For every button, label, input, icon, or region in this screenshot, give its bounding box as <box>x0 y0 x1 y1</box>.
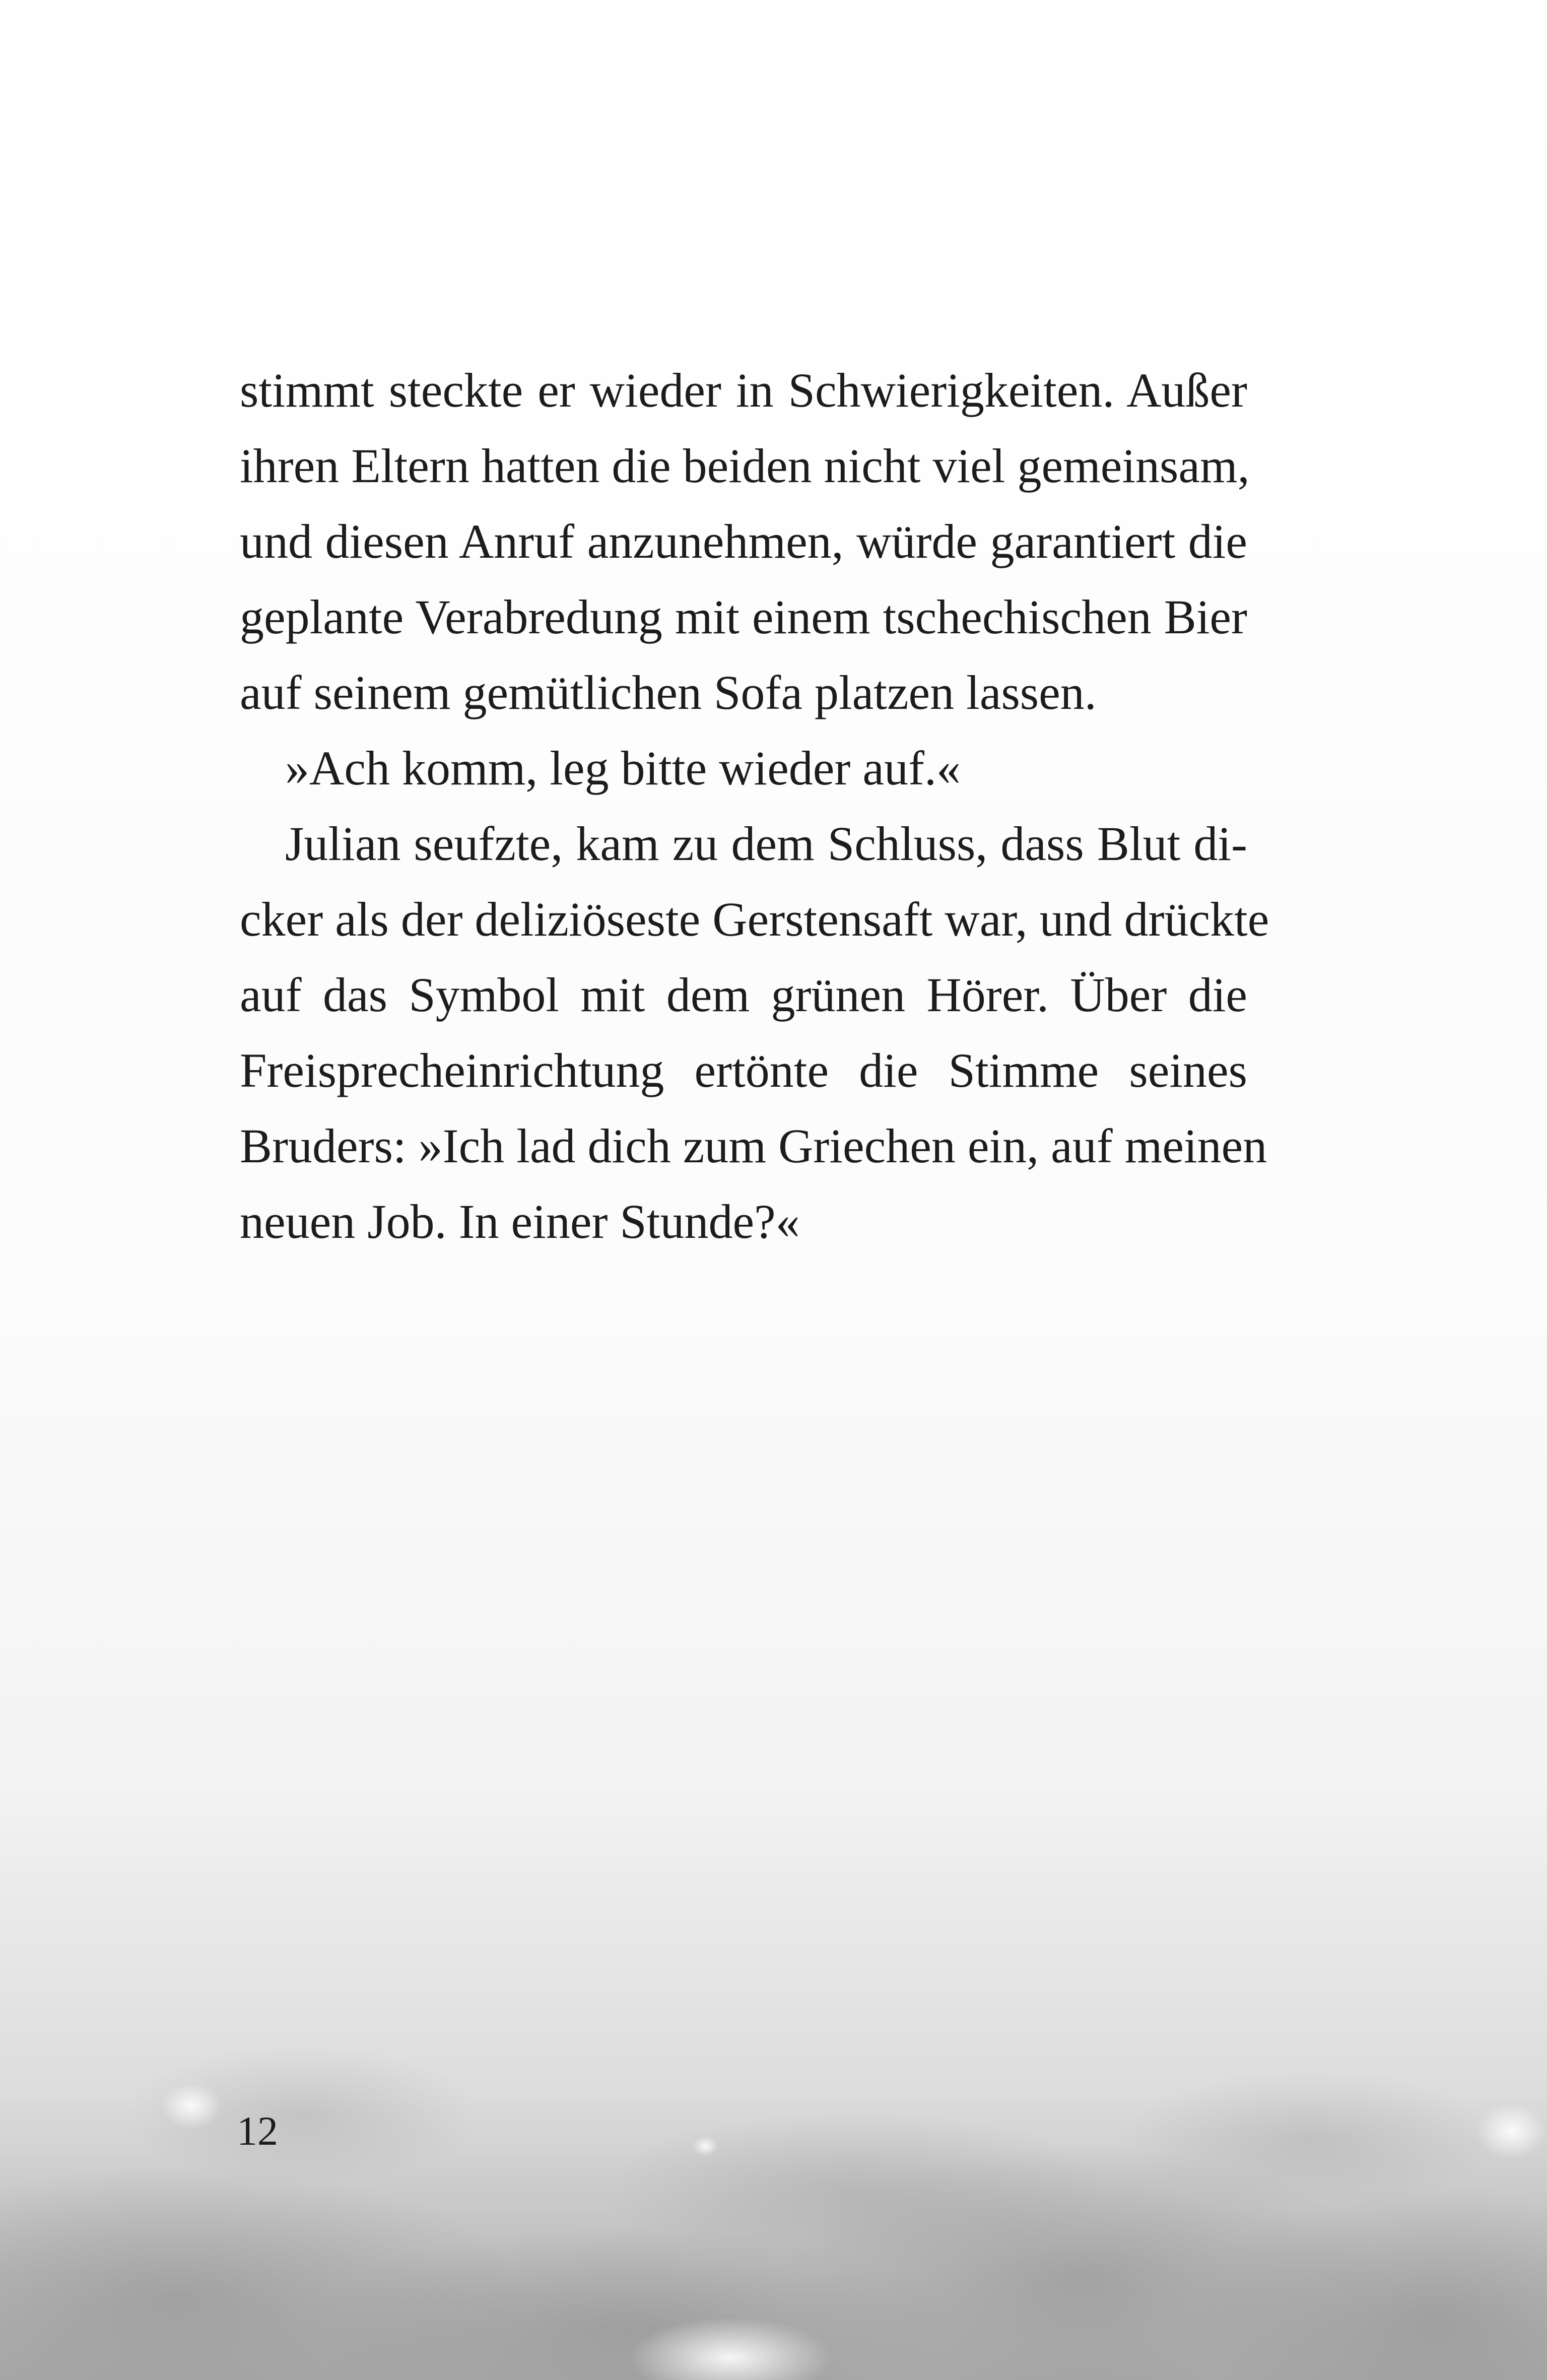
page-number: 12 <box>237 2108 278 2154</box>
body-text <box>240 353 1269 1260</box>
text-line: neuen Job. In einer Stunde?« <box>240 1195 800 1248</box>
text-line: geplante Verabredung mit einem tschechischen Bier <box>240 590 1247 644</box>
text-line: und diesen Anruf anzunehmen, würde garantiert die <box>240 514 1247 568</box>
text-line: Freisprecheinrichtung ertönte die Stimme seines <box>240 1043 1247 1097</box>
text-line: »Ach komm, leg bitte wieder auf.« <box>285 741 961 795</box>
text-line: Bruders: »Ich lad dich zum Griechen ein, auf meinen <box>240 1119 1267 1173</box>
text-line: auf das Symbol mit dem grünen Hörer. Über die <box>240 968 1247 1022</box>
text-line: cker als der deliziöseste Gerstensaft war, und drückte <box>240 892 1269 946</box>
text-line: ihren Eltern hatten die beiden nicht viel gemeinsam, <box>240 439 1250 493</box>
text-line: auf seinem gemütlichen Sofa platzen lassen. <box>240 666 1097 719</box>
text-line: stimmt steckte er wieder in Schwierigkeiten. Außer <box>240 363 1247 417</box>
text-line: Julian seufzte, kam zu dem Schluss, dass Blut di- <box>285 817 1247 871</box>
